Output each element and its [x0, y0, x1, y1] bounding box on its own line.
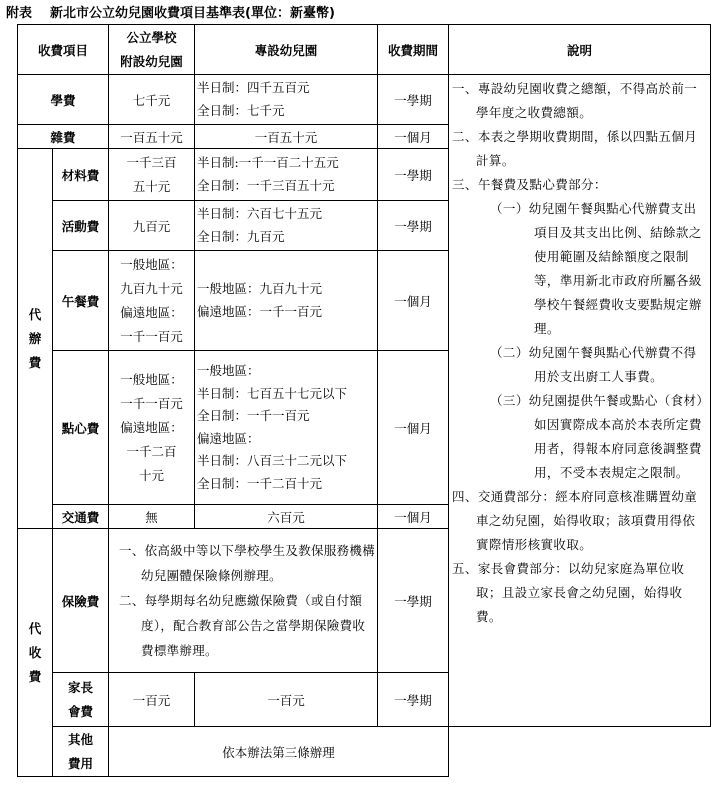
parents-public: 一百元 [109, 673, 195, 727]
label-misc: 雜費 [18, 125, 109, 149]
header-item: 收費項目 [18, 25, 109, 75]
header-public-affiliated: 公立學校 附設幼兒園 [109, 25, 195, 75]
label-tuition: 學費 [18, 75, 109, 125]
table-header-row [18, 25, 711, 75]
header-period: 收費期間 [378, 25, 449, 75]
tuition-dedicated: 半日制：四千五百元 全日制：七千元 [195, 75, 378, 125]
activity-period: 一學期 [378, 201, 449, 251]
misc-period: 一個月 [378, 125, 449, 149]
document-title [6, 2, 335, 21]
header-notes: 說明 [449, 25, 711, 75]
label-other: 其他 費用 [53, 727, 109, 777]
insurance-description [109, 529, 378, 673]
label-parents: 家長 會費 [53, 673, 109, 727]
note-3-3: （三）幼兒園提供午餐或點心（食材）如因實際成本高於本表所定費用者，得報本府同意後調整費用，不受本表規定之限制。 [490, 393, 704, 480]
other-description: 依本辦法第三條辦理 [109, 727, 449, 777]
insurance-item-1: 一、依高級中等以下學校學生及教保服務機構幼兒團體保險條例辦理。 [119, 543, 376, 583]
insurance-period: 一學期 [378, 529, 449, 673]
lunch-dedicated: 一般地區：九百九十元 偏遠地區：一千一百元 [195, 251, 378, 351]
activity-public: 九百元 [109, 201, 195, 251]
label-insurance: 保險費 [53, 529, 109, 673]
label-activity: 活動費 [53, 201, 109, 251]
header-dedicated: 專設幼兒園 [195, 25, 378, 75]
note-4: 四、交通費部分：經本府同意核准購置幼童車之幼兒園，始得收取；該項費用得依實際情形核實收取。 [452, 489, 698, 552]
group-collected-fees: 代 收 費 [18, 529, 53, 777]
note-5: 五、家長會費部分：以幼兒家庭為單位收取；且設立家長會之幼兒園，始得收費。 [452, 561, 685, 624]
transport-public: 無 [109, 505, 195, 529]
materials-period: 一學期 [378, 149, 449, 201]
fee-standard-table [17, 24, 711, 777]
title-prefix: 附表 [6, 6, 33, 21]
notes-cell [449, 75, 711, 727]
label-snack: 點心費 [53, 351, 109, 505]
label-lunch: 午餐費 [53, 251, 109, 351]
insurance-item-2: 二、每學期每名幼兒應繳保險費（或自付額度），配合教育部公告之當學期保險費收費標準辦理。 [119, 593, 366, 658]
transport-period: 一個月 [378, 505, 449, 529]
materials-dedicated: 半日制:一千一百二十五元 全日制：一千三百五十元 [195, 149, 378, 201]
note-3: 三、午餐費及點心費部分： [452, 177, 607, 192]
lunch-period: 一個月 [378, 251, 449, 351]
note-2: 二、本表之學期收費期間，係以四點五個月計算。 [452, 129, 698, 168]
lunch-public: 一般地區： 九百九十元 偏遠地區： 一千一百元 [109, 251, 195, 351]
materials-public: 一千三百 五十元 [109, 149, 195, 201]
tuition-period: 一學期 [378, 75, 449, 125]
misc-dedicated: 一百五十元 [195, 125, 378, 149]
note-1: 一、專設幼兒園收費之總額，不得高於前一學年度之收費總額。 [452, 81, 698, 120]
activity-dedicated: 半日制：六百七十五元 全日制：九百元 [195, 201, 378, 251]
misc-public: 一百五十元 [109, 125, 195, 149]
transport-dedicated: 六百元 [195, 505, 378, 529]
snack-public: 一般地區： 一千一百元 偏遠地區： 一千二百 十元 [109, 351, 195, 505]
note-3-2: （二）幼兒園午餐與點心代辦費不得用於支出廚工人事費。 [490, 345, 697, 384]
table-row-tuition [18, 75, 711, 125]
table-row-other [18, 727, 711, 777]
label-materials: 材料費 [53, 149, 109, 201]
snack-period: 一個月 [378, 351, 449, 505]
label-transport: 交通費 [53, 505, 109, 529]
group-agency-fees: 代 辦 費 [18, 149, 53, 529]
parents-period: 一學期 [378, 673, 449, 727]
note-3-1: （一）幼兒園午餐與點心代辦費支出項目及其支出比例、結餘款之使用範圍及結餘額度之限制等，準用新北市政府所屬各級學校午餐經費收支要點規定辦理。 [490, 201, 702, 336]
snack-dedicated: 一般地區： 半日制：七百五十七元以下 全日制：一千一百元 偏遠地區： 半日制：八百三十二元以下 全日制：一千二百十元 [195, 351, 378, 505]
parents-dedicated: 一百元 [195, 673, 378, 727]
title-text: 新北市公立幼兒園收費項目基準表(單位：新臺幣) [50, 6, 335, 21]
tuition-public: 七千元 [109, 75, 195, 125]
